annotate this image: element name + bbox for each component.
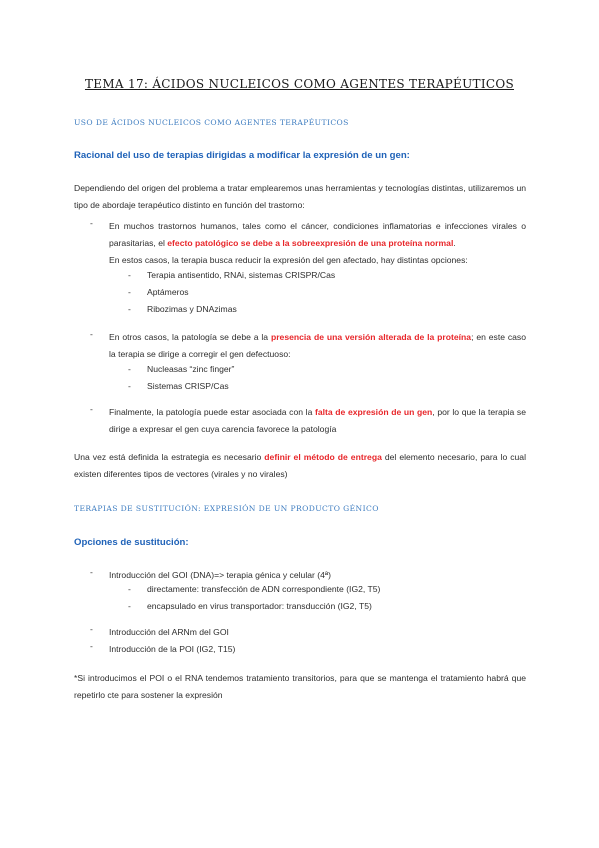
page-title: TEMA 17: ÁCIDOS NUCLEICOS COMO AGENTES TERAPÉUTICOS (84, 77, 515, 91)
footnote-paragraph: *Si introducimos el POI o el RNA tendemos tratamiento transitorios, para que se mantenga el tratamiento habrá que repetirlo cte para sostener la expresión (74, 673, 526, 700)
highlight-text: definir el método de entrega (264, 452, 382, 462)
sub-bullet-marker: - (128, 601, 131, 611)
bullet-marker: - (90, 218, 93, 228)
intro-paragraph: Dependiendo del origen del problema a tratar emplearemos unas herramientas y tecnologías distintas, utilizaremos un tipo de abordaje terapéutico distinto en función del trastorno: (74, 183, 526, 210)
section-heading-uso: USO DE ÁCIDOS NUCLEICOS COMO AGENTES TERAPÉUTICOS (74, 118, 349, 127)
highlight-text: efecto patológico se debe a la sobreexpresión de una proteína normal (167, 238, 454, 248)
bullet-marker: - (90, 404, 93, 414)
highlight-text: falta de expresión de un gen (315, 407, 433, 417)
sub-bullet-marker: - (128, 364, 131, 374)
sub-item-crisp: Sistemas CRISP/Cas (147, 381, 229, 391)
sub-item-transfection: directamente: transfección de ADN correspondiente (IG2, T5) (147, 584, 381, 594)
sub-bullet-marker: - (128, 304, 131, 314)
sub-bullet-marker: - (128, 584, 131, 594)
bullet-marker: - (90, 641, 93, 651)
section-heading-sustitucion: TERAPIAS DE SUSTITUCIÓN: EXPRESIÓN DE UN PRODUCTO GÉNICO (74, 504, 379, 513)
sub-item-ribozymes: Ribozimas y DNAzimas (147, 304, 237, 314)
bullet-item-goi-dna: Introducción del GOI (DNA)=> terapia génica y celular (4ª) (109, 570, 331, 580)
bullet-text: ; en este caso la terapia se dirige a corregir el gen defectuoso: (109, 332, 526, 359)
closing-text: del elemento necesario, para lo cual existen diferentes tipos de vectores (virales y no virales) (74, 452, 526, 479)
sub-item-antisense: Terapia antisentido, RNAi, sistemas CRISPR/Cas (147, 270, 336, 280)
bullet-marker: - (90, 329, 93, 339)
bullet-item-arnm: Introducción del ARNm del GOI (109, 627, 229, 637)
bullet-marker: - (90, 567, 93, 577)
bullet-item-altered-protein (109, 329, 526, 363)
sub-bullet-marker: - (128, 381, 131, 391)
bullet-item-lack-of-expression (109, 404, 526, 438)
sub-bullet-marker: - (128, 270, 131, 280)
bullet-marker: - (90, 624, 93, 634)
subheading-racional: Racional del uso de terapias dirigidas a modificar la expresión de un gen: (74, 150, 410, 161)
subheading-opciones: Opciones de sustitución: (74, 537, 189, 548)
bullet-extra-text: En estos casos, la terapia busca reducir la expresión del gen afectado, hay distintas opciones: (109, 255, 468, 265)
highlight-text: presencia de una versión alterada de la proteína (270, 332, 472, 342)
sub-item-transduction: encapsulado en virus transportador: transducción (IG2, T5) (147, 601, 372, 611)
bullet-item-poi: Introducción de la POI (IG2, T15) (109, 644, 236, 654)
bullet-text: Finalmente, la patología puede estar asociada con la (109, 407, 315, 417)
bullet-item-overexpression (109, 218, 526, 269)
bullet-text: , por lo que la terapia se dirige a expresar el gen cuya carencia favorece la patología (109, 407, 526, 434)
bullet-text: En muchos trastornos humanos, tales como el cáncer, condiciones inflamatorias e infecciones virales o parasitarias, el (109, 221, 526, 248)
bullet-text: . (453, 238, 456, 248)
bullet-text: En otros casos, la patología se debe a la (109, 332, 271, 342)
closing-text: Una vez está definida la estrategia es necesario (74, 452, 265, 462)
sub-bullet-marker: - (128, 287, 131, 297)
sub-item-aptamers: Aptámeros (147, 287, 189, 297)
sub-item-zinc-finger: Nucleasas “zinc finger” (147, 364, 235, 374)
closing-paragraph (74, 449, 526, 483)
